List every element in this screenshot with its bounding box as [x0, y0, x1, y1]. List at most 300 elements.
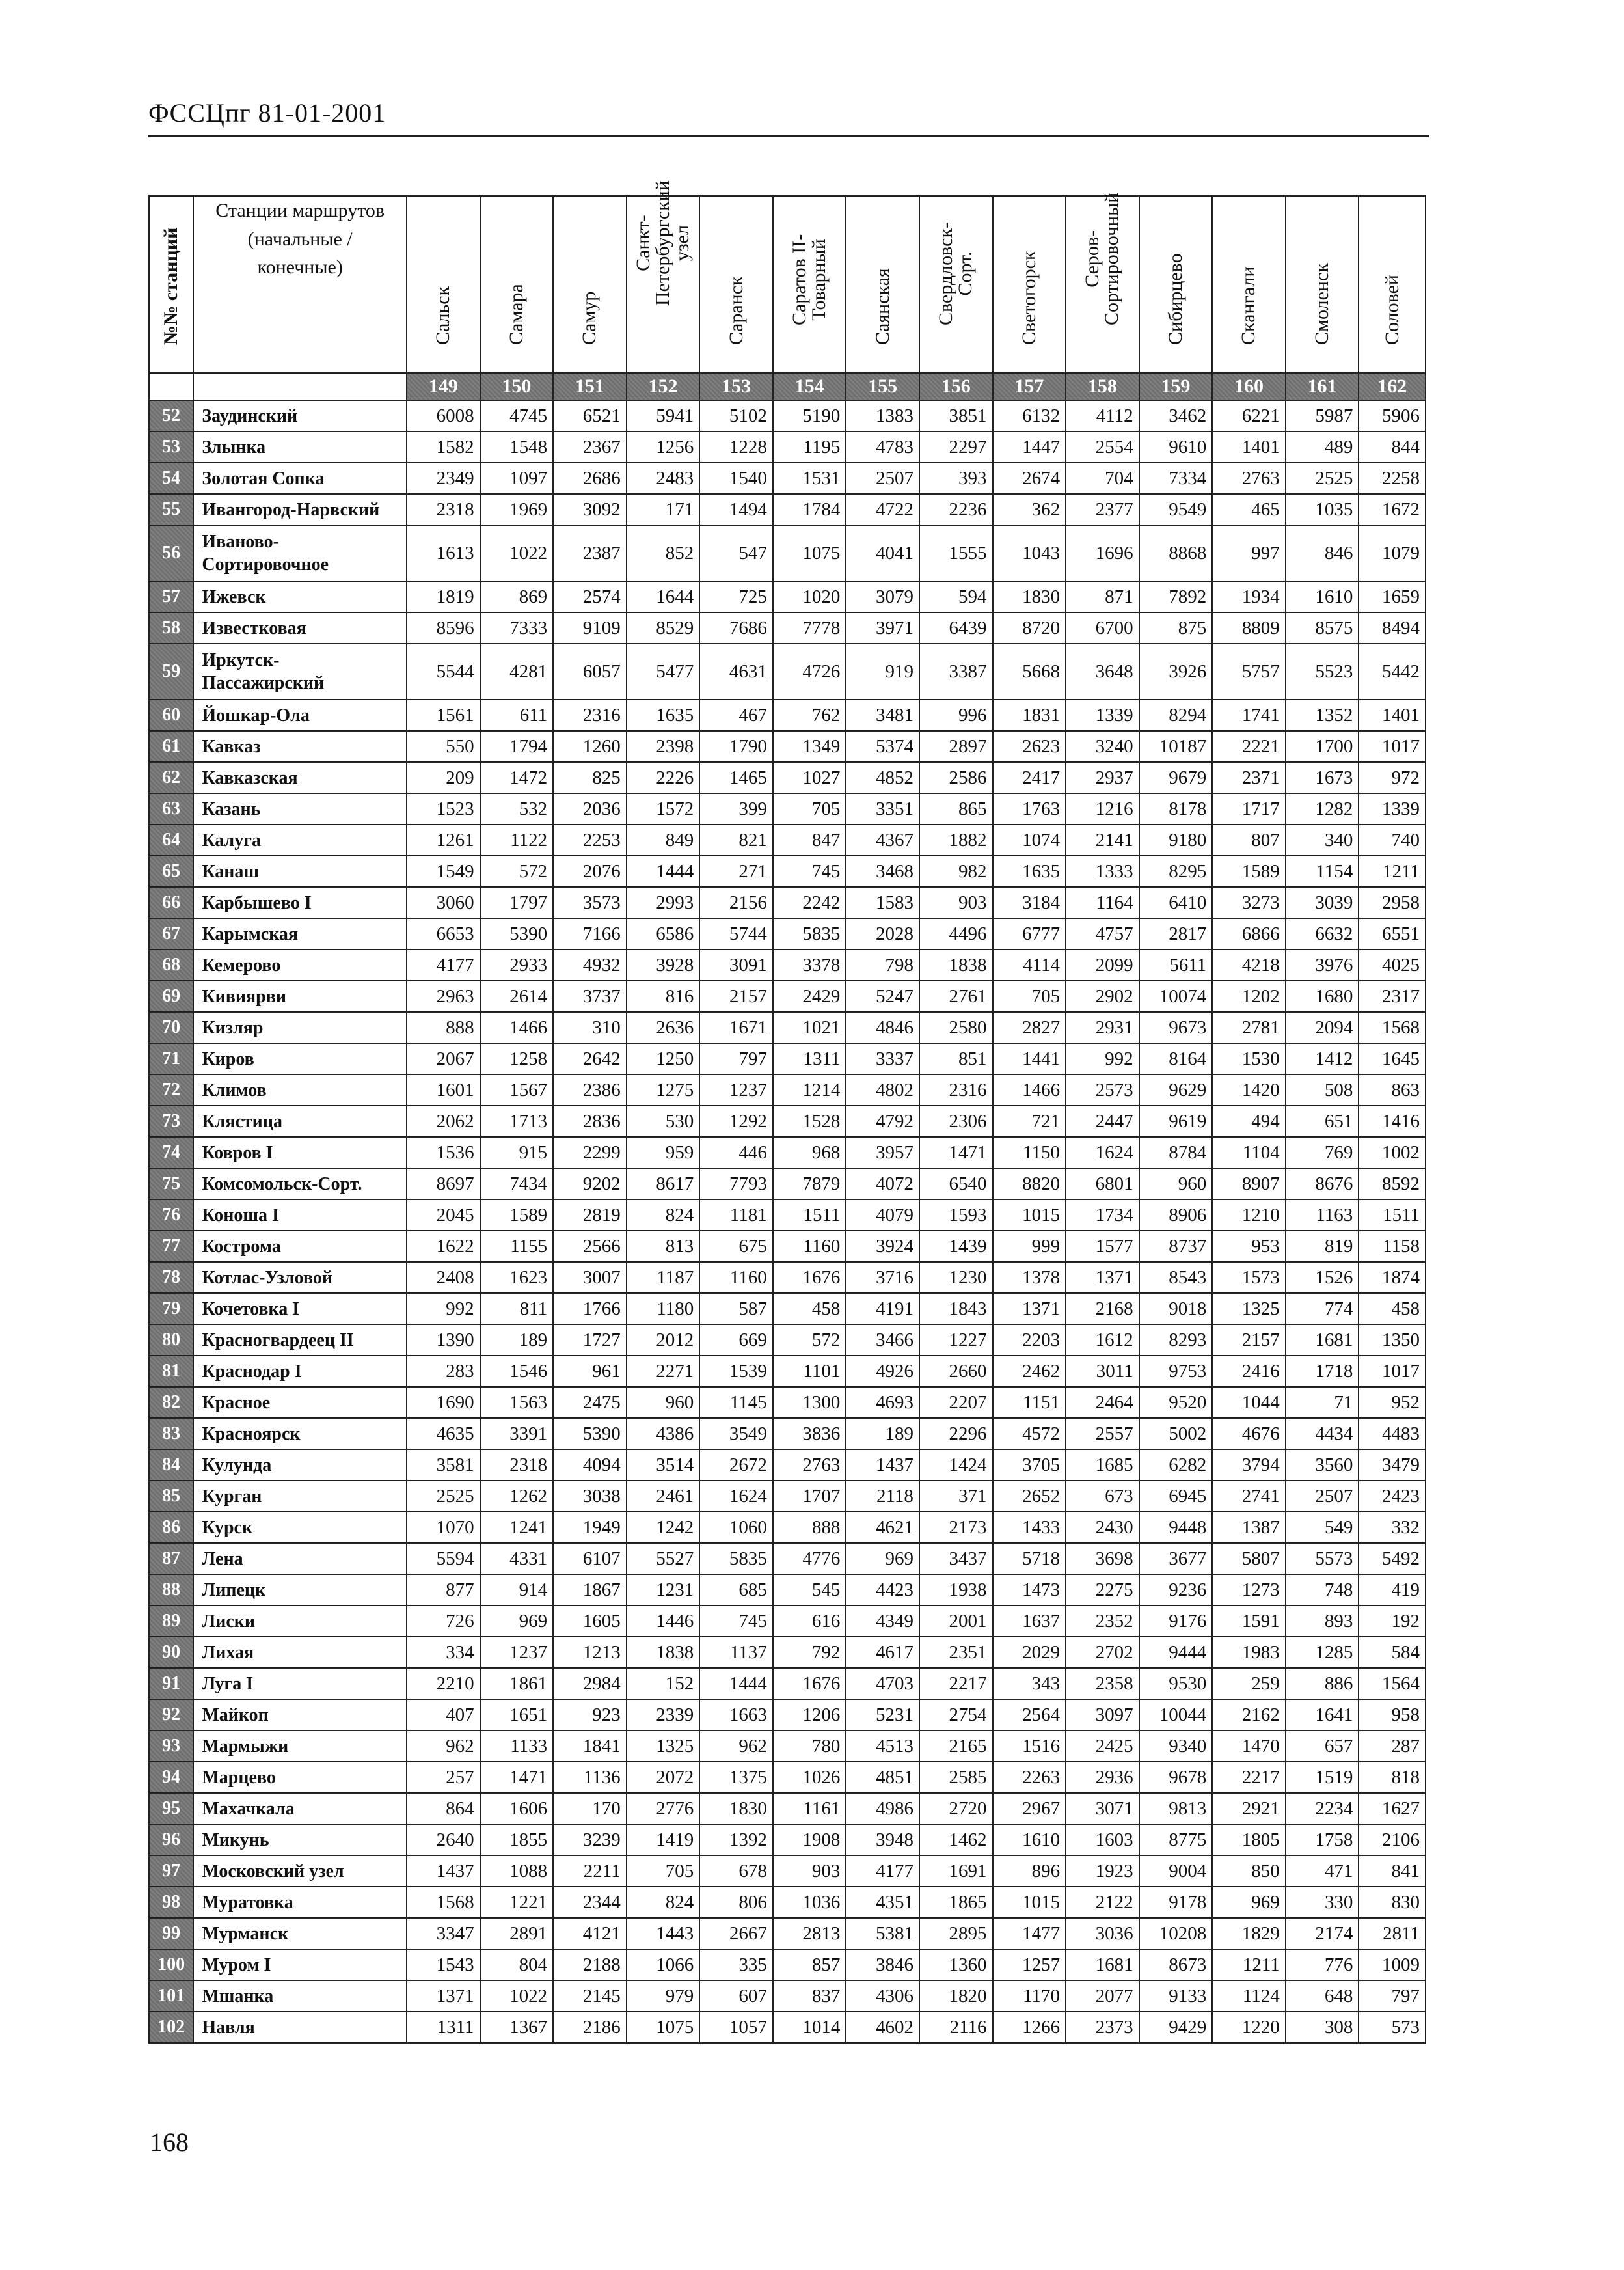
distance-cell: 4434: [1286, 1418, 1359, 1449]
distance-cell: 982: [919, 856, 993, 887]
distance-cell: 1311: [773, 1043, 846, 1074]
distance-cell: 1009: [1359, 1949, 1426, 1980]
station-name: Лиски: [193, 1606, 407, 1637]
distance-cell: 875: [1139, 612, 1213, 644]
distance-cell: 1696: [1066, 525, 1139, 581]
distance-cell: 992: [1066, 1043, 1139, 1074]
table-row: [149, 1855, 1426, 1887]
distance-cell: 5594: [407, 1543, 480, 1574]
distance-cell: 8784: [1139, 1137, 1213, 1168]
distance-cell: 1035: [1286, 494, 1359, 525]
distance-cell: 2344: [553, 1887, 627, 1918]
distance-cell: 3560: [1286, 1449, 1359, 1481]
distance-cell: 5390: [480, 918, 554, 950]
distance-cell: 1546: [480, 1356, 554, 1387]
distance-cell: 2585: [919, 1762, 993, 1793]
distance-cell: 969: [1212, 1887, 1286, 1918]
station-name: Золотая Сопка: [193, 463, 407, 494]
distance-cell: 1539: [699, 1356, 773, 1387]
distance-cell: 467: [699, 700, 773, 731]
distance-cell: 1285: [1286, 1637, 1359, 1668]
distance-cell: 2203: [993, 1324, 1066, 1356]
distance-cell: 1221: [480, 1887, 554, 1918]
distance-cell: 1339: [1066, 700, 1139, 731]
station-number: 89: [149, 1606, 193, 1637]
distance-cell: 4745: [480, 400, 554, 431]
table-row: [149, 1949, 1426, 1980]
distance-cell: 2173: [919, 1512, 993, 1543]
distance-cell: 1433: [993, 1512, 1066, 1543]
table-row: [149, 1262, 1426, 1293]
distance-cell: 4693: [846, 1387, 919, 1418]
distance-cell: 1371: [407, 1980, 480, 2012]
distance-cell: 1349: [773, 731, 846, 762]
table-row: [149, 950, 1426, 981]
column-number: 161: [1286, 373, 1359, 400]
distance-cell: 1161: [773, 1793, 846, 1824]
distance-cell: 6282: [1139, 1449, 1213, 1481]
distance-cell: 4281: [480, 644, 554, 700]
distance-cell: 2754: [919, 1699, 993, 1730]
distance-cell: 1794: [480, 731, 554, 762]
column-header: [846, 196, 919, 373]
distance-cell: 465: [1212, 494, 1286, 525]
distance-cell: 1516: [993, 1730, 1066, 1762]
distance-cell: 1805: [1212, 1824, 1286, 1855]
distance-cell: 550: [407, 731, 480, 762]
distance-cell: 1690: [407, 1387, 480, 1418]
station-name: Мшанка: [193, 1980, 407, 2012]
distance-cell: 5668: [993, 644, 1066, 700]
distance-cell: 1568: [1359, 1012, 1426, 1043]
table-row: [149, 918, 1426, 950]
distance-cell: 8543: [1139, 1262, 1213, 1293]
column-number: 160: [1212, 373, 1286, 400]
distance-cell: 1526: [1286, 1262, 1359, 1293]
station-name: Навля: [193, 2012, 407, 2043]
distance-cell: 2819: [553, 1199, 627, 1231]
distance-cell: 5757: [1212, 644, 1286, 700]
distance-cell: 818: [1359, 1762, 1426, 1793]
distance-cell: 2672: [699, 1449, 773, 1481]
distance-cell: 952: [1359, 1387, 1426, 1418]
distance-cell: 1220: [1212, 2012, 1286, 2043]
distance-cell: 1784: [773, 494, 846, 525]
distance-cell: 1311: [407, 2012, 480, 2043]
distance-cell: 9673: [1139, 1012, 1213, 1043]
distance-cell: 8178: [1139, 793, 1213, 825]
distance-cell: 458: [773, 1293, 846, 1324]
distance-cell: 2318: [480, 1449, 554, 1481]
distance-cell: 669: [699, 1324, 773, 1356]
distance-cell: 1645: [1359, 1043, 1426, 1074]
distance-cell: 8596: [407, 612, 480, 644]
distance-cell: 1088: [480, 1855, 554, 1887]
distance-cell: 1465: [699, 762, 773, 793]
distance-cell: 3011: [1066, 1356, 1139, 1387]
column-header: [1286, 196, 1359, 373]
distance-cell: 2554: [1066, 431, 1139, 463]
distance-cell: 7793: [699, 1168, 773, 1199]
distance-cell: 1758: [1286, 1824, 1359, 1855]
distance-cell: 1150: [993, 1137, 1066, 1168]
table-row: [149, 1887, 1426, 1918]
distance-cell: 3851: [919, 400, 993, 431]
distance-cell: 2525: [1286, 463, 1359, 494]
distance-cell: 1439: [919, 1231, 993, 1262]
distance-cell: 5573: [1286, 1543, 1359, 1574]
table-row: [149, 887, 1426, 918]
distance-cell: 1256: [627, 431, 700, 463]
distance-cell: 1275: [627, 1074, 700, 1106]
distance-cell: 1360: [919, 1949, 993, 1980]
distance-cell: 1663: [699, 1699, 773, 1730]
distance-cell: 1591: [1212, 1606, 1286, 1637]
table-row: [149, 525, 1426, 581]
distance-cell: 547: [699, 525, 773, 581]
distance-cell: 1829: [1212, 1918, 1286, 1949]
station-number: 91: [149, 1668, 193, 1699]
station-name: Мурманск: [193, 1918, 407, 1949]
distance-cell: 2001: [919, 1606, 993, 1637]
station-name: Климов: [193, 1074, 407, 1106]
distance-cell: 1352: [1286, 700, 1359, 731]
distance-cell: 1605: [553, 1606, 627, 1637]
distance-cell: 335: [699, 1949, 773, 1980]
distance-cell: 1145: [699, 1387, 773, 1418]
distance-cell: 9619: [1139, 1106, 1213, 1137]
station-name: Лихая: [193, 1637, 407, 1668]
distance-cell: 1261: [407, 825, 480, 856]
distance-cell: 816: [627, 981, 700, 1012]
distance-cell: 1511: [773, 1199, 846, 1231]
distance-cell: 594: [919, 581, 993, 612]
station-name: Ивангород-Нарвский: [193, 494, 407, 525]
station-number: 100: [149, 1949, 193, 1980]
distance-cell: 3079: [846, 581, 919, 612]
column-header: [627, 180, 700, 373]
distance-cell: 3705: [993, 1449, 1066, 1481]
distance-cell: 837: [773, 1980, 846, 2012]
distance-cell: 6008: [407, 400, 480, 431]
distance-cell: 3007: [553, 1262, 627, 1293]
station-name: Марцево: [193, 1762, 407, 1793]
station-number: 66: [149, 887, 193, 918]
column-header-label: Самур: [578, 291, 601, 345]
station-number: 84: [149, 1449, 193, 1481]
distance-cell: 1015: [993, 1887, 1066, 1918]
column-header: [1066, 192, 1139, 373]
distance-cell: 1022: [480, 1980, 554, 2012]
distance-cell: 584: [1359, 1637, 1426, 1668]
distance-cell: 1563: [480, 1387, 554, 1418]
table-row: [149, 793, 1426, 825]
column-header: [553, 196, 627, 373]
column-number: 155: [846, 373, 919, 400]
column-header: [993, 196, 1066, 373]
distance-cell: 3036: [1066, 1918, 1139, 1949]
distance-cell: 1908: [773, 1824, 846, 1855]
distance-cell: 3549: [699, 1418, 773, 1449]
distance-cell: 152: [627, 1668, 700, 1699]
distance-cell: 959: [627, 1137, 700, 1168]
distance-cell: 3092: [553, 494, 627, 525]
distance-cell: 3926: [1139, 644, 1213, 700]
distance-cell: 3378: [773, 950, 846, 981]
distance-cell: 914: [480, 1574, 554, 1606]
distance-cell: 1424: [919, 1449, 993, 1481]
column-header: [1139, 196, 1213, 373]
distance-cell: 1841: [553, 1730, 627, 1762]
distance-cell: 4423: [846, 1574, 919, 1606]
distance-cell: 1339: [1359, 793, 1426, 825]
distance-cell: 9520: [1139, 1387, 1213, 1418]
distance-cell: 1477: [993, 1918, 1066, 1949]
distance-cell: 259: [1212, 1668, 1286, 1699]
station-name: Киров: [193, 1043, 407, 1074]
distance-cell: 1022: [480, 525, 554, 581]
distance-cell: 1155: [480, 1231, 554, 1262]
distance-cell: 797: [1359, 1980, 1426, 2012]
station-name: Кавказская: [193, 762, 407, 793]
distance-cell: 2367: [553, 431, 627, 463]
header-row: [149, 196, 1426, 373]
station-name: Кулунда: [193, 1449, 407, 1481]
distance-cell: 1137: [699, 1637, 773, 1668]
station-name: Кочетовка I: [193, 1293, 407, 1324]
station-number: 52: [149, 400, 193, 431]
distance-cell: 1367: [480, 2012, 554, 2043]
distance-cell: 1136: [553, 1762, 627, 1793]
distance-cell: 2358: [1066, 1668, 1139, 1699]
distance-cell: 1582: [407, 431, 480, 463]
distance-cell: 572: [773, 1324, 846, 1356]
column-header-label: Саянская: [871, 268, 893, 345]
distance-cell: 171: [627, 494, 700, 525]
distance-cell: 2984: [553, 1668, 627, 1699]
station-name: Липецк: [193, 1574, 407, 1606]
distance-cell: 8673: [1139, 1949, 1213, 1980]
distance-cell: 1020: [773, 581, 846, 612]
distance-cell: 8907: [1212, 1168, 1286, 1199]
distance-cell: 4726: [773, 644, 846, 700]
distance-cell: 2763: [773, 1449, 846, 1481]
distance-cell: 6777: [993, 918, 1066, 950]
distance-cell: 1070: [407, 1512, 480, 1543]
distance-cell: 5807: [1212, 1543, 1286, 1574]
distance-cell: 792: [773, 1637, 846, 1668]
distance-cell: 6221: [1212, 400, 1286, 431]
distance-cell: 2339: [627, 1699, 700, 1730]
distance-cell: 1797: [480, 887, 554, 918]
distance-cell: 2564: [993, 1699, 1066, 1730]
distance-cell: 545: [773, 1574, 846, 1606]
distance-cell: 1260: [553, 731, 627, 762]
distance-cell: 1564: [1359, 1668, 1426, 1699]
distance-cell: 9530: [1139, 1668, 1213, 1699]
distance-cell: 5523: [1286, 644, 1359, 700]
distance-cell: 1523: [407, 793, 480, 825]
station-number: 71: [149, 1043, 193, 1074]
station-number: 65: [149, 856, 193, 887]
document-code: ФССЦпг 81-01-2001: [148, 98, 386, 128]
station-number: 59: [149, 644, 193, 700]
distance-cell: 1437: [407, 1855, 480, 1887]
distance-cell: 8617: [627, 1168, 700, 1199]
distance-cell: 2317: [1359, 981, 1426, 1012]
distance-cell: 705: [773, 793, 846, 825]
distance-cell: 1300: [773, 1387, 846, 1418]
distance-cell: 1741: [1212, 700, 1286, 731]
distance-cell: 2029: [993, 1637, 1066, 1668]
distance-cell: 7686: [699, 612, 773, 644]
column-header-label: Свердловск- Сорт.: [935, 221, 977, 325]
distance-cell: 1843: [919, 1293, 993, 1324]
distance-cell: 8592: [1359, 1168, 1426, 1199]
distance-cell: 1671: [699, 1012, 773, 1043]
station-number: 57: [149, 581, 193, 612]
station-number: 56: [149, 525, 193, 581]
distance-cell: 3347: [407, 1918, 480, 1949]
table-row: [149, 1793, 1426, 1824]
distance-cell: 852: [627, 525, 700, 581]
table-row: [149, 2012, 1426, 2043]
distance-cell: 2573: [1066, 1074, 1139, 1106]
distance-cell: 6107: [553, 1543, 627, 1574]
distance-cell: 2902: [1066, 981, 1139, 1012]
distance-cell: 1036: [773, 1887, 846, 1918]
distance-cell: 960: [627, 1387, 700, 1418]
distance-cell: 1325: [1212, 1293, 1286, 1324]
distance-cell: 2217: [1212, 1762, 1286, 1793]
column-number: 151: [553, 373, 627, 400]
distance-cell: 2574: [553, 581, 627, 612]
distance-cell: 2045: [407, 1199, 480, 1231]
distance-cell: 1387: [1212, 1512, 1286, 1543]
distance-cell: 1691: [919, 1855, 993, 1887]
distance-cell: 407: [407, 1699, 480, 1730]
distance-cell: 4191: [846, 1293, 919, 1324]
distance-cell: 3971: [846, 612, 919, 644]
column-number: 158: [1066, 373, 1139, 400]
table-row: [149, 400, 1426, 431]
distance-cell: 4572: [993, 1418, 1066, 1449]
table-row: [149, 825, 1426, 856]
distance-cell: 2165: [919, 1730, 993, 1762]
distance-cell: 1561: [407, 700, 480, 731]
distance-cell: 705: [993, 981, 1066, 1012]
distance-cell: 1066: [627, 1949, 700, 1980]
distance-cell: 3976: [1286, 950, 1359, 981]
distance-cell: 446: [699, 1137, 773, 1168]
distance-cell: 6586: [627, 918, 700, 950]
station-name: Луга I: [193, 1668, 407, 1699]
distance-cell: 5102: [699, 400, 773, 431]
station-number: 88: [149, 1574, 193, 1606]
distance-cell: 2316: [553, 700, 627, 731]
distance-cell: 1462: [919, 1824, 993, 1855]
table-row: [149, 1137, 1426, 1168]
distance-cell: 4025: [1359, 950, 1426, 981]
station-name: Микунь: [193, 1824, 407, 1855]
distance-cell: 740: [1359, 825, 1426, 856]
distance-cell: 2306: [919, 1106, 993, 1137]
distance-cell: 958: [1359, 1699, 1426, 1730]
distance-cell: 2423: [1359, 1481, 1426, 1512]
distance-cell: 685: [699, 1574, 773, 1606]
distance-cell: 1624: [699, 1481, 773, 1512]
distance-cell: 5611: [1139, 950, 1213, 981]
distance-cell: 1241: [480, 1512, 554, 1543]
distance-cell: 2891: [480, 1918, 554, 1949]
distance-cell: 830: [1359, 1887, 1426, 1918]
station-number: 70: [149, 1012, 193, 1043]
distance-cell: 3716: [846, 1262, 919, 1293]
station-name: Известковая: [193, 612, 407, 644]
distance-cell: 1257: [993, 1949, 1066, 1980]
distance-cell: 1122: [480, 825, 554, 856]
distance-cell: 1273: [1212, 1574, 1286, 1606]
distance-cell: 8720: [993, 612, 1066, 644]
distance-cell: 1635: [993, 856, 1066, 887]
distance-cell: 3462: [1139, 400, 1213, 431]
distance-cell: 4676: [1212, 1418, 1286, 1449]
distance-cell: 1133: [480, 1730, 554, 1762]
distance-cell: 3060: [407, 887, 480, 918]
distance-cell: 1214: [773, 1074, 846, 1106]
distance-cell: 4757: [1066, 918, 1139, 950]
distance-cell: 4802: [846, 1074, 919, 1106]
distance-cell: 1378: [993, 1262, 1066, 1293]
distance-cell: 2316: [919, 1074, 993, 1106]
distance-cell: 1210: [1212, 1199, 1286, 1231]
distance-cell: 721: [993, 1106, 1066, 1137]
table-row: [149, 1199, 1426, 1231]
distance-cell: 745: [699, 1606, 773, 1637]
station-number: 98: [149, 1887, 193, 1918]
distance-cell: 846: [1286, 525, 1359, 581]
distance-cell: 804: [480, 1949, 554, 1980]
station-name: Лена: [193, 1543, 407, 1574]
column-header-label: Сибирцево: [1164, 253, 1186, 345]
station-number: 55: [149, 494, 193, 525]
distance-cell: 4776: [773, 1543, 846, 1574]
distance-cell: 10208: [1139, 1918, 1213, 1949]
distance-cell: 9176: [1139, 1606, 1213, 1637]
distance-cell: 1717: [1212, 793, 1286, 825]
distance-cell: 2099: [1066, 950, 1139, 981]
distance-cell: 2416: [1212, 1356, 1286, 1387]
distance-cell: 1079: [1359, 525, 1426, 581]
distance-cell: 2430: [1066, 1512, 1139, 1543]
distance-cell: 2642: [553, 1043, 627, 1074]
distance-cell: 189: [480, 1324, 554, 1356]
distance-cell: 6653: [407, 918, 480, 950]
distance-cell: 2425: [1066, 1730, 1139, 1762]
station-name: Иркутск- Пассажирский: [193, 644, 407, 700]
distance-cell: 819: [1286, 1231, 1359, 1262]
distance-cell: 1589: [1212, 856, 1286, 887]
distance-cell: 1206: [773, 1699, 846, 1730]
distance-cell: 1983: [1212, 1637, 1286, 1668]
table-row: [149, 1043, 1426, 1074]
station-number: 72: [149, 1074, 193, 1106]
distance-cell: 4496: [919, 918, 993, 950]
distance-cell: 1383: [846, 400, 919, 431]
distance-cell: 2076: [553, 856, 627, 887]
distance-cell: 1549: [407, 856, 480, 887]
distance-cell: 4386: [627, 1418, 700, 1449]
